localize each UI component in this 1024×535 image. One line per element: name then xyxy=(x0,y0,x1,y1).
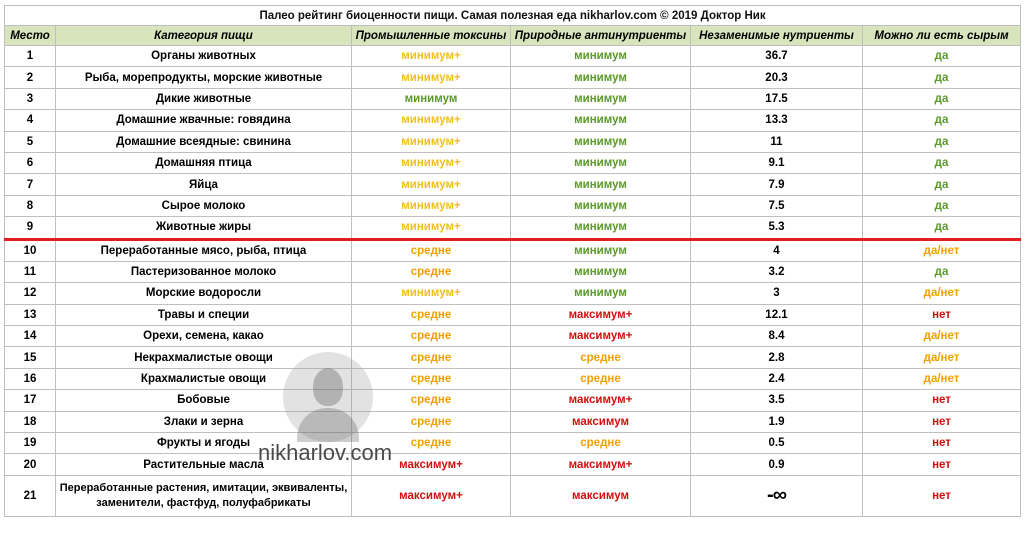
row-nutrients-cell: 36.7 xyxy=(691,46,863,67)
row-raw-cell: да/нет xyxy=(863,347,1021,368)
row-toxins-cell: минимум+ xyxy=(352,46,511,67)
row-toxins-cell: минимум+ xyxy=(352,110,511,131)
row-category-cell: Морские водоросли xyxy=(56,283,352,304)
row-raw-cell: нет xyxy=(863,411,1021,432)
row-place-cell: 18 xyxy=(5,411,56,432)
row-nutrients-cell: 3.5 xyxy=(691,390,863,411)
row-raw-cell: нет xyxy=(863,433,1021,454)
row-nutrients-cell: -∞ xyxy=(691,475,863,516)
table-row xyxy=(5,368,1021,389)
table-row xyxy=(5,261,1021,282)
table-row xyxy=(5,304,1021,325)
row-toxins-cell: минимум+ xyxy=(352,67,511,88)
header-raw: Можно ли есть сырым xyxy=(863,26,1021,46)
row-category-cell: Пастеризованное молоко xyxy=(56,261,352,282)
row-raw-cell: да xyxy=(863,131,1021,152)
row-category-cell: Домашние жвачные: говядина xyxy=(56,110,352,131)
row-antinutrients-cell: минимум xyxy=(511,152,691,173)
row-antinutrients-cell: максимум+ xyxy=(511,390,691,411)
row-raw-cell: да/нет xyxy=(863,239,1021,261)
row-place-cell: 21 xyxy=(5,475,56,516)
table-row xyxy=(5,239,1021,261)
row-antinutrients-cell: максимум+ xyxy=(511,326,691,347)
row-antinutrients-cell: средне xyxy=(511,433,691,454)
row-place-cell: 20 xyxy=(5,454,56,475)
row-raw-cell: нет xyxy=(863,390,1021,411)
row-nutrients-cell: 17.5 xyxy=(691,88,863,109)
table-row xyxy=(5,390,1021,411)
row-nutrients-cell: 7.9 xyxy=(691,174,863,195)
row-antinutrients-cell: средне xyxy=(511,347,691,368)
row-antinutrients-cell: максимум+ xyxy=(511,304,691,325)
row-raw-cell: да xyxy=(863,195,1021,216)
table-body xyxy=(5,46,1021,517)
row-category-cell: Дикие животные xyxy=(56,88,352,109)
row-toxins-cell: средне xyxy=(352,411,511,432)
row-nutrients-cell: 0.9 xyxy=(691,454,863,475)
row-antinutrients-cell: минимум xyxy=(511,88,691,109)
row-antinutrients-cell: максимум xyxy=(511,411,691,432)
row-toxins-cell: средне xyxy=(352,347,511,368)
row-raw-cell: да/нет xyxy=(863,368,1021,389)
row-toxins-cell: средне xyxy=(352,239,511,261)
row-place-cell: 11 xyxy=(5,261,56,282)
paleo-rating-table xyxy=(4,5,1021,517)
row-category-cell: Злаки и зерна xyxy=(56,411,352,432)
row-toxins-cell: минимум+ xyxy=(352,217,511,239)
row-toxins-cell: минимум+ xyxy=(352,283,511,304)
table-row xyxy=(5,46,1021,67)
row-antinutrients-cell: минимум xyxy=(511,110,691,131)
row-raw-cell: нет xyxy=(863,454,1021,475)
row-nutrients-cell: 12.1 xyxy=(691,304,863,325)
row-raw-cell: да/нет xyxy=(863,283,1021,304)
row-place-cell: 3 xyxy=(5,88,56,109)
row-antinutrients-cell: максимум+ xyxy=(511,454,691,475)
row-toxins-cell: средне xyxy=(352,261,511,282)
row-nutrients-cell: 1.9 xyxy=(691,411,863,432)
row-place-cell: 12 xyxy=(5,283,56,304)
table-row xyxy=(5,326,1021,347)
row-nutrients-cell: 0.5 xyxy=(691,433,863,454)
row-place-cell: 16 xyxy=(5,368,56,389)
table-row xyxy=(5,88,1021,109)
table-row xyxy=(5,475,1021,516)
title-row xyxy=(5,6,1021,26)
row-raw-cell: да xyxy=(863,217,1021,239)
row-place-cell: 13 xyxy=(5,304,56,325)
row-raw-cell: нет xyxy=(863,475,1021,516)
row-raw-cell: да xyxy=(863,152,1021,173)
row-nutrients-cell: 4 xyxy=(691,239,863,261)
row-category-cell: Травы и специи xyxy=(56,304,352,325)
row-category-cell: Домашние всеядные: свинина xyxy=(56,131,352,152)
row-place-cell: 9 xyxy=(5,217,56,239)
row-toxins-cell: минимум+ xyxy=(352,174,511,195)
row-category-cell: Бобовые xyxy=(56,390,352,411)
row-antinutrients-cell: минимум xyxy=(511,261,691,282)
row-nutrients-cell: 11 xyxy=(691,131,863,152)
table-row xyxy=(5,411,1021,432)
row-place-cell: 4 xyxy=(5,110,56,131)
header-category: Категория пищи xyxy=(56,26,352,46)
row-category-cell: Домашняя птица xyxy=(56,152,352,173)
header-toxins: Промышленные токсины xyxy=(352,26,511,46)
row-category-cell: Переработанные растения, имитации, эквиваленты, заменители, фастфуд, полуфабрикаты xyxy=(56,475,352,516)
row-nutrients-cell: 13.3 xyxy=(691,110,863,131)
row-place-cell: 2 xyxy=(5,67,56,88)
row-antinutrients-cell: минимум xyxy=(511,195,691,216)
row-toxins-cell: средне xyxy=(352,390,511,411)
row-antinutrients-cell: минимум xyxy=(511,283,691,304)
row-place-cell: 1 xyxy=(5,46,56,67)
row-category-cell: Яйца xyxy=(56,174,352,195)
row-nutrients-cell: 3 xyxy=(691,283,863,304)
row-nutrients-cell: 8.4 xyxy=(691,326,863,347)
row-nutrients-cell: 2.4 xyxy=(691,368,863,389)
row-antinutrients-cell: минимум xyxy=(511,131,691,152)
row-category-cell: Крахмалистые овощи xyxy=(56,368,352,389)
row-nutrients-cell: 9.1 xyxy=(691,152,863,173)
row-category-cell: Животные жиры xyxy=(56,217,352,239)
row-nutrients-cell: 5.3 xyxy=(691,217,863,239)
table-row xyxy=(5,195,1021,216)
row-raw-cell: нет xyxy=(863,304,1021,325)
table-row xyxy=(5,110,1021,131)
row-category-cell: Переработанные мясо, рыба, птица xyxy=(56,239,352,261)
header-antinutrients: Природные антинутриенты xyxy=(511,26,691,46)
watermark-text: nikharlov.com xyxy=(258,440,393,465)
row-toxins-cell: минимум+ xyxy=(352,152,511,173)
row-raw-cell: да xyxy=(863,67,1021,88)
row-antinutrients-cell: минимум xyxy=(511,174,691,195)
row-place-cell: 10 xyxy=(5,239,56,261)
row-raw-cell: да xyxy=(863,174,1021,195)
table-row xyxy=(5,454,1021,475)
row-place-cell: 5 xyxy=(5,131,56,152)
watermark-body-shape xyxy=(297,408,359,442)
row-toxins-cell: средне xyxy=(352,433,511,454)
row-category-cell: Сырое молоко xyxy=(56,195,352,216)
row-toxins-cell: минимум+ xyxy=(352,195,511,216)
row-toxins-cell: максимум+ xyxy=(352,454,511,475)
row-category-cell: Фрукты и ягоды xyxy=(56,433,352,454)
row-nutrients-cell: 3.2 xyxy=(691,261,863,282)
row-raw-cell: да/нет xyxy=(863,326,1021,347)
table-row xyxy=(5,67,1021,88)
row-toxins-cell: средне xyxy=(352,368,511,389)
table-row xyxy=(5,131,1021,152)
row-nutrients-cell: 7.5 xyxy=(691,195,863,216)
table-row xyxy=(5,283,1021,304)
row-category-cell: Растительные масла xyxy=(56,454,352,475)
row-toxins-cell: максимум+ xyxy=(352,475,511,516)
row-antinutrients-cell: минимум xyxy=(511,217,691,239)
row-place-cell: 15 xyxy=(5,347,56,368)
row-nutrients-cell: 2.8 xyxy=(691,347,863,368)
row-toxins-cell: минимум+ xyxy=(352,131,511,152)
header-place: Место xyxy=(5,26,56,46)
row-antinutrients-cell: минимум xyxy=(511,46,691,67)
row-category-cell: Рыба, морепродукты, морские животные xyxy=(56,67,352,88)
table-row xyxy=(5,433,1021,454)
rating-table-container xyxy=(4,5,1020,517)
row-antinutrients-cell: средне xyxy=(511,368,691,389)
row-place-cell: 17 xyxy=(5,390,56,411)
row-antinutrients-cell: минимум xyxy=(511,67,691,88)
row-place-cell: 19 xyxy=(5,433,56,454)
row-antinutrients-cell: минимум xyxy=(511,239,691,261)
row-place-cell: 14 xyxy=(5,326,56,347)
table-row xyxy=(5,174,1021,195)
row-raw-cell: да xyxy=(863,261,1021,282)
row-category-cell: Органы животных xyxy=(56,46,352,67)
row-raw-cell: да xyxy=(863,88,1021,109)
table-row xyxy=(5,217,1021,239)
table-row xyxy=(5,152,1021,173)
author-photo-watermark xyxy=(283,352,373,442)
watermark-head-shape xyxy=(313,368,343,406)
row-category-cell: Некрахмалистые овощи xyxy=(56,347,352,368)
row-toxins-cell: средне xyxy=(352,326,511,347)
row-toxins-cell: средне xyxy=(352,304,511,325)
header-nutrients: Незаменимые нутриенты xyxy=(691,26,863,46)
row-raw-cell: да xyxy=(863,110,1021,131)
row-category-cell: Орехи, семена, какао xyxy=(56,326,352,347)
row-nutrients-cell: 20.3 xyxy=(691,67,863,88)
row-place-cell: 7 xyxy=(5,174,56,195)
row-toxins-cell: минимум xyxy=(352,88,511,109)
table-title: Палео рейтинг биоценности пищи. Самая полезная еда nikharlov.com © 2019 Доктор Ник xyxy=(5,6,1021,26)
table-row xyxy=(5,347,1021,368)
row-place-cell: 8 xyxy=(5,195,56,216)
header-row xyxy=(5,26,1021,46)
row-place-cell: 6 xyxy=(5,152,56,173)
row-antinutrients-cell: максимум xyxy=(511,475,691,516)
row-raw-cell: да xyxy=(863,46,1021,67)
